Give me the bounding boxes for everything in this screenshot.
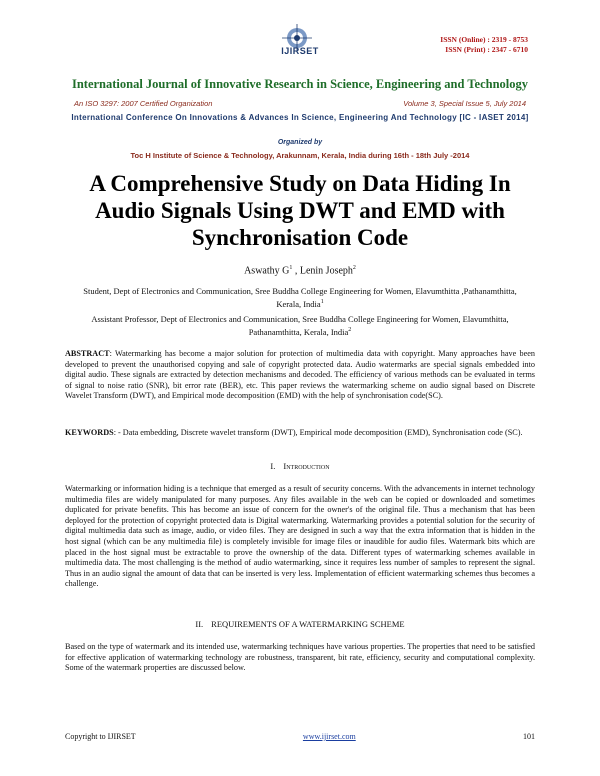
section-2-text: Based on the type of watermark and its intended use, watermarking techniques have various properties. The properties that need to be satisfied for effective application of watermarking technology are robustness, transparent, bit rate, efficiency, security and computational complexity. Some of the watermark properties are discussed below. xyxy=(65,642,535,673)
abstract-label: ABSTRACT xyxy=(65,349,110,358)
keywords-label: KEYWORDS xyxy=(65,428,114,437)
certification-line xyxy=(74,99,526,108)
volume-info: Volume 3, Special Issue 5, July 2014 xyxy=(403,99,526,108)
paper-title: A Comprehensive Study on Data Hiding In Audio Signals Using DWT and EMD with Synchronisation Code xyxy=(89,171,511,250)
affiliation-1: Student, Dept of Electronics and Communication, Sree Buddha College Engineering for Women, Elavumthitta ,Pathanamthitta, Kerala, India$^1$ xyxy=(83,286,517,309)
certification: An ISO 3297: 2007 Certified Organization xyxy=(74,99,213,108)
issn-online: ISSN (Online) : 2319 - 8753 xyxy=(440,35,528,44)
author-2: Lenin Joseph xyxy=(299,265,353,277)
conference-name: International Conference On Innovations & Advances In Science, Engineering And Technology [IC - IASET 2014] xyxy=(71,113,529,122)
authors xyxy=(0,265,600,276)
author-1: Aswathy G xyxy=(244,265,290,277)
abstract xyxy=(65,349,535,402)
copyright: Copyright to IJIRSET xyxy=(65,732,136,741)
logo-text: IJIRSET xyxy=(281,46,319,56)
issn-block xyxy=(440,35,528,55)
venue: Toc H Institute of Science & Technology, Arakunnam, Kerala, India during 16th - 18th July -2014 xyxy=(130,151,470,160)
section-1-text: Watermarking or information hiding is a technique that emerged as a result of security concerns. With the advancements in internet technology multimedia files are widely manipulated for many purposes. Any files available in the web can be copied or downloaded and sometimes duplicated for private benefits. This has become an issue of concern for the owner's of the original file. Thus a mechanism that has been deployed for the protection of copyright protected data is Digital watermarking. Watermarking provides a potential solution for the security of digital multimedia data such as image, audio, or video files. They are designed in such a way that the extra information that is hidden in the host signal (which can be any multimedia file) is completely invisible for image files or inaudible for audio files. Watermark bits which are placed in the host signal must be extractable to prove the ownership of the data. Different types of watermarking schemes available in multimedia data. The most challenging is the method of audio watermarking, since it requires less number of samples to represent the signal. Thus in an audio signal the amount of data that can be inserted is very less. Implementation of efficient watermarking schemes thus becomes a challenge. xyxy=(65,484,535,589)
author-1-sup: 1 xyxy=(289,265,293,271)
journal-name: International Journal of Innovative Research in Science, Engineering and Technology xyxy=(71,77,529,91)
footer xyxy=(65,732,535,741)
page-number: 101 xyxy=(522,732,535,741)
author-2-sup: 2 xyxy=(352,265,356,271)
author-separator: , xyxy=(292,265,300,277)
affiliation-2: Assistant Professor, Dept of Electronics and Communication, Sree Buddha College Engineering for Women, Elavumthitta, Pathanamthitta, Kerala, India$^2$ xyxy=(91,314,509,337)
keywords xyxy=(65,428,535,439)
keywords-text: : - Data embedding, Discrete wavelet transform (DWT), Empirical mode decomposition (EMD), Synchronisation code (SC). xyxy=(113,428,523,437)
abstract-text: : Watermarking has become a major solution for protection of multimedia data with copyright. Many approaches have been developed to prevent the unauthorised copying and sale of copyright protected data. Audio watermarks are special signals embedded into digital audio. These signals are extracted by detection mechanisms and decoded. The efficiency of various methods can be evaluated in terms of signal to noise ratio (SNR), bit error rate (BER), etc. This paper reviews the watermarking scheme on audio signal based on Discrete Wavelet Transform (DWT), and Empirical mode decomposition (EMD) with the help of synchronisation code(SC). xyxy=(65,349,535,401)
issn-print: ISSN (Print) : 2347 - 6710 xyxy=(445,45,528,54)
section-1-heading: I. Introduction xyxy=(270,461,330,471)
section-2-heading: II. REQUIREMENTS OF A WATERMARKING SCHEME xyxy=(195,619,405,629)
organized-by: Organized by xyxy=(277,139,323,146)
website-link[interactable]: www.ijirset.com xyxy=(302,732,356,741)
